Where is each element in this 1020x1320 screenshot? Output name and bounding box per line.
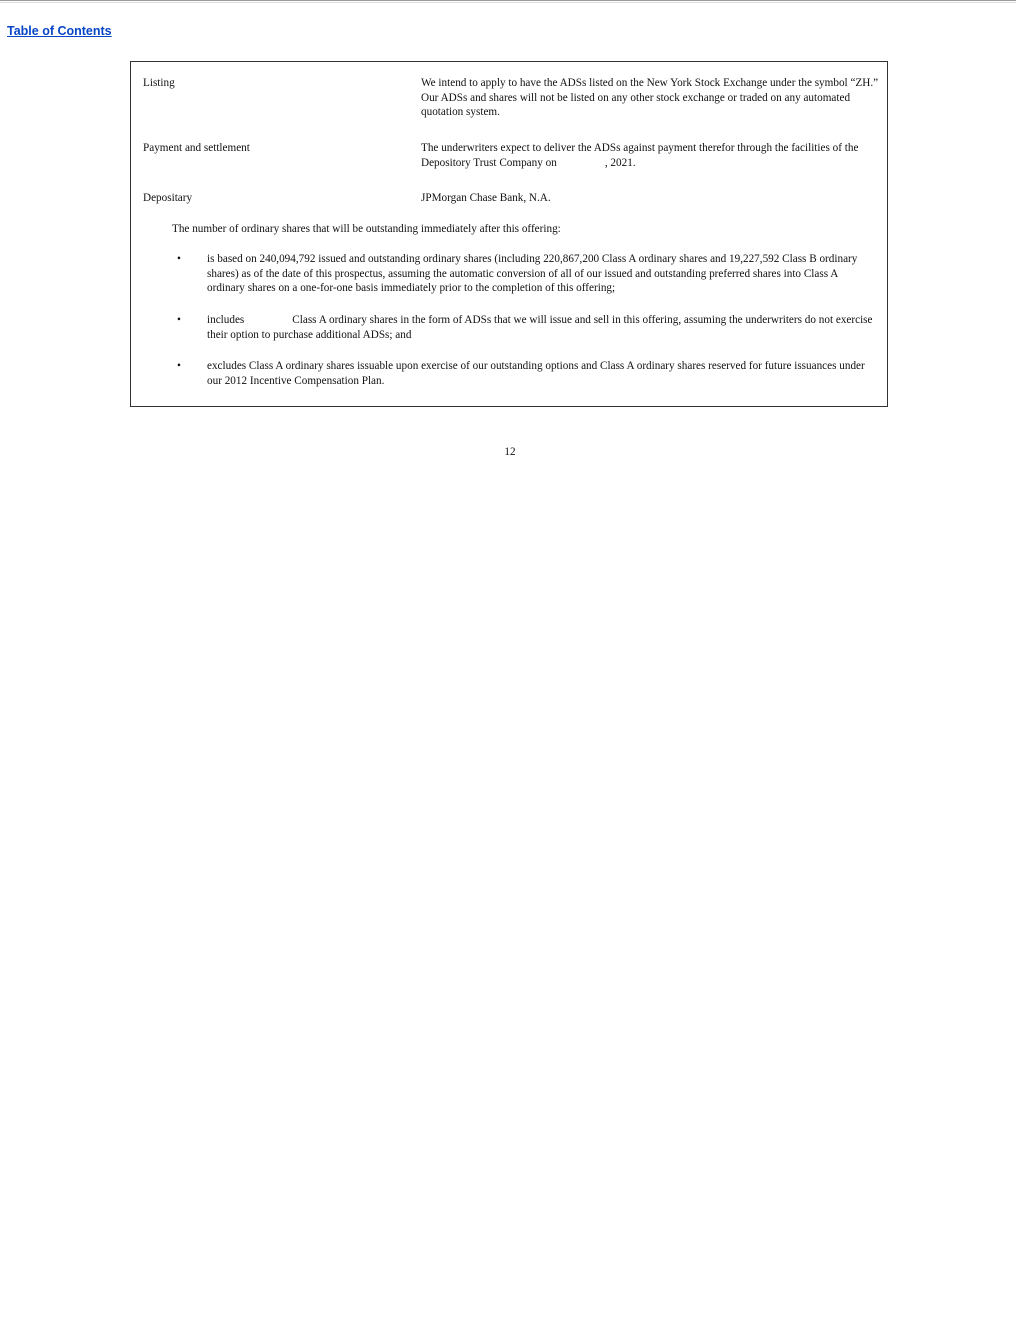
- offering-summary-box: [130, 61, 888, 407]
- payment-settlement-value: [421, 141, 879, 170]
- bullet-text: is based on 240,094,792 issued and outstanding ordinary shares (including 220,867,200 Class A ordinary shares and 19,227,592 Class B ordinary shares) as of the date of this prospectus, assuming the automatic conversion of all of our issued and outstanding preferred shares into Class A ordinary shares on a one-for-one basis immediately prior to the completion of this offering;: [207, 253, 858, 294]
- depositary-label: Depositary: [143, 192, 193, 204]
- bullet-marker: •: [177, 360, 181, 372]
- payment-settlement-text: The underwriters expect to deliver the ADSs against payment therefor through the facilities of the Depository Trust Company on: [421, 142, 859, 169]
- bullet-marker: •: [177, 314, 181, 326]
- payment-settlement-label: Payment and settlement: [143, 142, 250, 154]
- top-divider: [0, 0, 1016, 3]
- page-number: 12: [504, 446, 516, 458]
- payment-settlement-year: , 2021.: [604, 156, 636, 169]
- depositary-value: JPMorgan Chase Bank, N.A.: [421, 192, 551, 204]
- bullet-text: [207, 313, 875, 342]
- bullet-marker: •: [177, 253, 181, 265]
- outstanding-shares-intro: The number of ordinary shares that will be outstanding immediately after this offering:: [172, 223, 561, 235]
- listing-value: We intend to apply to have the ADSs listed on the New York Stock Exchange under the symbol “ZH.” Our ADSs and shares will not be listed on any other stock exchange or traded on any automated quotation system.: [421, 77, 879, 118]
- bullet-text-includes: includes: [207, 314, 245, 326]
- table-of-contents-link[interactable]: Table of Contents: [7, 24, 112, 38]
- bullet-text: excludes Class A ordinary shares issuable upon exercise of our outstanding options and Class A ordinary shares reserved for future issuances under our 2012 Incentive Compensation Plan.: [207, 360, 865, 387]
- bullet-text-rest: Class A ordinary shares in the form of ADSs that we will issue and sell in this offering, assuming the underwriters do not exercise their option to purchase additional ADSs; and: [207, 314, 873, 341]
- listing-label: Listing: [143, 77, 175, 89]
